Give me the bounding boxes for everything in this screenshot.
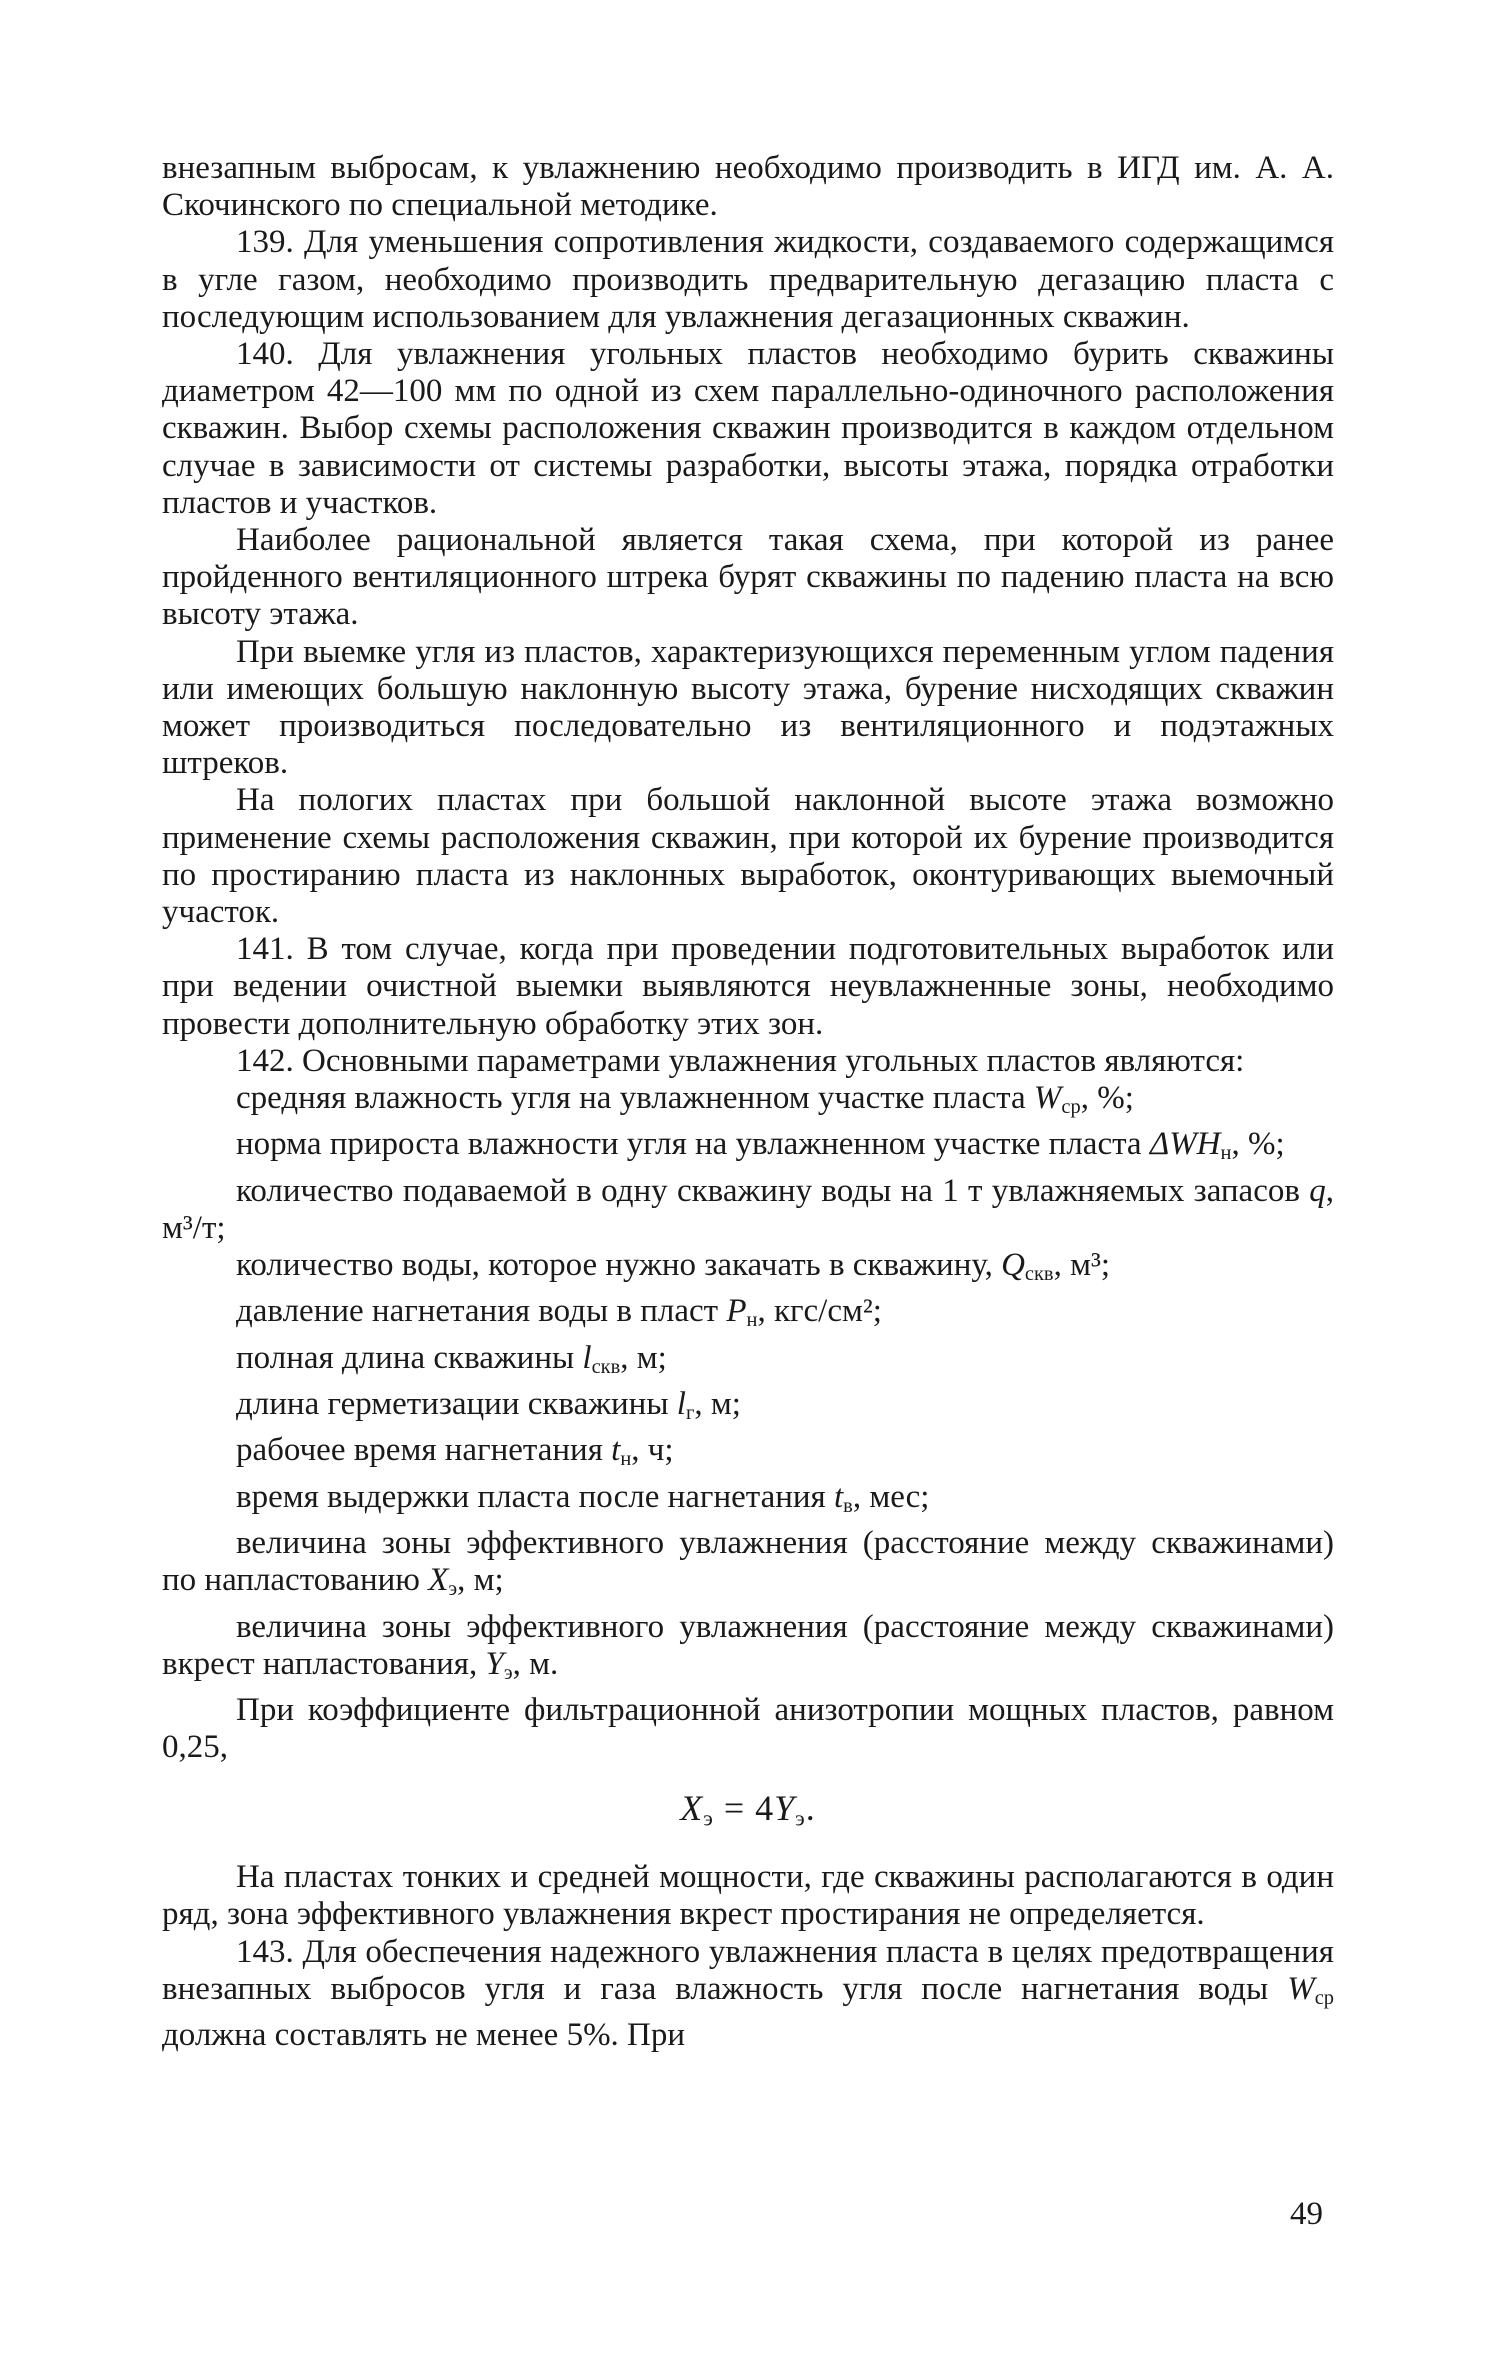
param-injection-pressure: давление нагнетания воды в пласт $P_н$, кгс/см²;: [236, 1293, 882, 1332]
paragraph-variable-angle: При выемке угля из пластов, характеризующихся переменным углом падения или имеющих большую наклонную высоту этажа, бурение нисходящих скважин может производиться последовательно из вентиляционного и подэтажных штреков.: [162, 633, 1334, 782]
paragraph-140: 140. Для увлажнения угольных пластов необходимо бурить скважины диаметром 42—100 мм по одной из схем параллельно-одиночного расположения скважин. Выбор схемы расположения скважин производится в каждом отдельном случае в зависимости от системы разработки, высоты этажа, порядка отработки пластов и участков.: [162, 336, 1334, 521]
paragraph-anisotropy: При коэффициенте фильтрационной анизотропии мощных пластов, равном 0,25,: [162, 1692, 1334, 1766]
param-borehole-length: полная длина скважины $l_{скв}$, м;: [236, 1339, 667, 1378]
param-sealing-length: длина герметизации скважины $l_г$, м;: [236, 1386, 741, 1425]
param-water-volume: количество воды, которое нужно закачать в скважину, $Q_{скв}$, м³;: [236, 1247, 1111, 1286]
formula-x-equals-4y: $X_э = 4Y_э$.: [680, 1788, 816, 1831]
param-moisture-increase: норма прироста влажности угля на увлажненном участке пласта $\Delta WH_н$, %;: [236, 1126, 1285, 1165]
paragraph-143: 143. Для обеспечения надежного увлажнения пласта в целях предотвращения внезапных выбросов угля и газа влажность угля после нагнетания воды $W_{ср}$ должна составлять не менее 5%. При: [162, 1933, 1334, 2054]
param-injection-time: рабочее время нагнетания $t_н$, ч;: [236, 1432, 674, 1471]
paragraph-139: 139. Для уменьшения сопротивления жидкости, создаваемого содержащимся в угле газом, необходимо производить предварительную дегазацию пласта с последующим использованием для увлажнения дегазационных скважин.: [162, 224, 1334, 335]
paragraph-gentle-seams: На пологих пластах при большой наклонной высоте этажа возможно применение схемы расположения скважин, при которой их бурение производится по простиранию пласта из наклонных выработок, оконтуривающих выемочный участок.: [162, 782, 1334, 931]
page-body: [162, 150, 1334, 2054]
paragraph-141: 141. В том случае, когда при проведении подготовительных выработок или при ведении очистной выемки выявляются неувлажненные зоны, необходимо провести дополнительную обработку этих зон.: [162, 931, 1334, 1042]
param-water-per-ton: количество подаваемой в одну скважину воды на 1 т увлажняемых запасов q, м³/т;: [162, 1172, 1334, 1246]
param-zone-along: величина зоны эффективного увлажнения (расстояние между скважинами) по напластованию $X_э$, м;: [162, 1524, 1334, 1601]
param-zone-across: величина зоны эффективного увлажнения (расстояние между скважинами) вкрест напластования, $Y_э$, м.: [162, 1608, 1334, 1684]
paragraph-rational-scheme: Наиболее рациональной является такая схема, при которой из ранее пройденного вентиляционного штрека бурят скважины по падению пласта на всю высоту этажа.: [162, 522, 1334, 633]
param-holding-time: время выдержки пласта после нагнетания $t_в$, мес;: [236, 1478, 930, 1517]
paragraph-thin-seams: На пластах тонких и средней мощности, где скважины располагаются в один ряд, зона эффективного увлажнения вкрест простирания не определяется.: [162, 1859, 1334, 1933]
param-average-moisture: средняя влажность угля на увлажненном участке пласта $W_{ср}$, %;: [236, 1080, 1134, 1119]
paragraph-142: 142. Основными параметрами увлажнения угольных пластов являются:: [236, 1042, 1245, 1079]
page-number: 49: [1290, 2196, 1323, 2232]
paragraph-continuation: внезапным выбросам, к увлажнению необходимо производить в ИГД им. А. А. Скочинского по специальной методике.: [162, 150, 1334, 224]
